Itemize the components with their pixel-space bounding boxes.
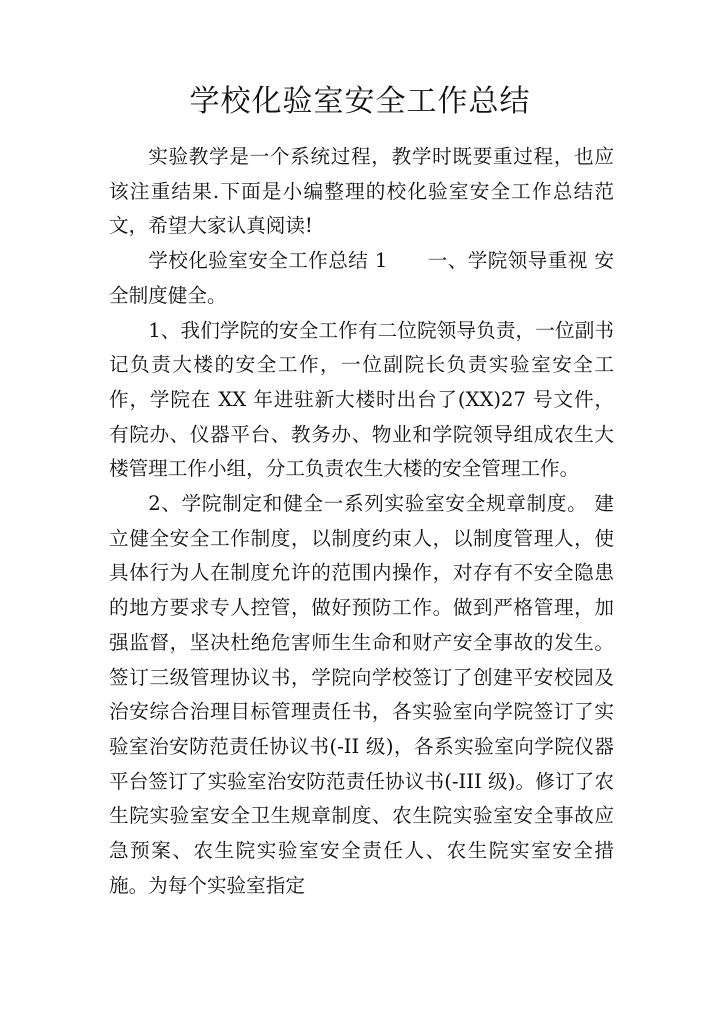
document-title: 学校化验室安全工作总结 <box>189 84 531 119</box>
paragraph-2: 2、学院制定和健全一系列实验室安全规章制度。 建立健全安全工作制度，以制度约束人，以制度管理人，使具体行为人在制度允许的范围内操作，对存有不安全隐患的地方要求专人控管，做好预防工作。做到严格管理，加强监督，坚决杜绝危害师生生命和财产安全事故的发生。签订三级管理协议书，学院向学校签订了创建平安校园及治安综合治理目标管理责任书，各实验室向学院签订了实验室治安防范责任协议书(-II 级)，各系实验室向学院仪器平台签订了实验室治安防范责任协议书(-III 级)。修订了农生院实验室安全卫生规章制度、农生院实验室安全事故应急预案、农生院实验室安全责任人、农生院实室安全措施。为每个实验室指定 <box>109 492 614 897</box>
paragraph-1: 1、我们学院的安全工作有二位院领导负责，一位副书记负责大楼的安全工作，一位副院长负责实验室安全工作，学院在 XX 年进驻新大楼时出台了(XX)27 号文件，有院办、仪器平台、教务办、物业和学院领导组成农生大楼管理工作小组，分工负责农生大楼的安全管理工作。 <box>109 318 614 481</box>
document-body <box>109 140 614 903</box>
section-paragraph <box>109 244 614 313</box>
section-subheading: 一、学院领导重视 安全制度健全。 <box>109 249 614 307</box>
intro-paragraph: 实验教学是一个系统过程，教学时既要重过程，也应该注重结果.下面是小编整理的校化验室安全工作总结范文，希望大家认真阅读! <box>109 145 614 238</box>
section-heading: 学校化验室安全工作总结 1 <box>148 249 388 273</box>
